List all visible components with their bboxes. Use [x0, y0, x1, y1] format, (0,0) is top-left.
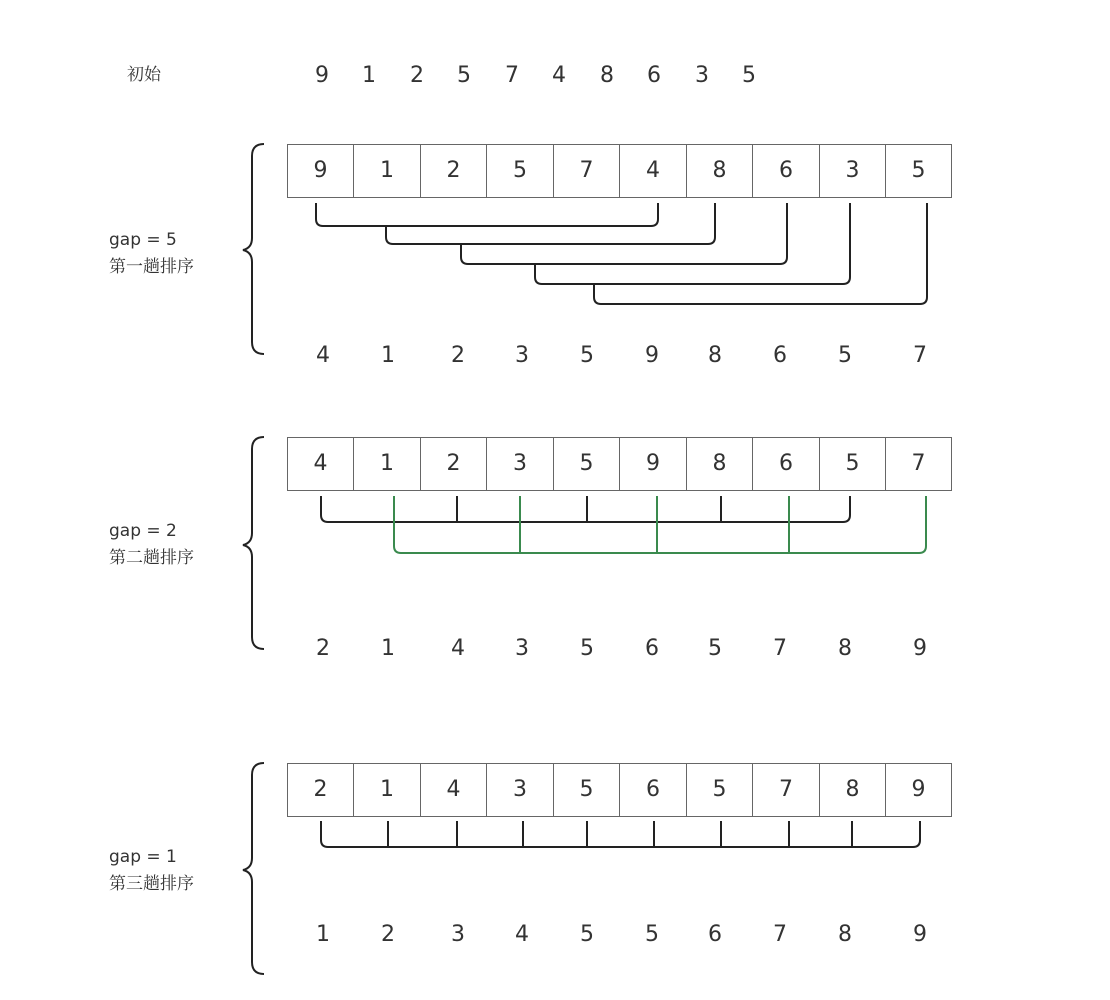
initial-value: 7	[505, 63, 519, 88]
initial-value: 5	[457, 63, 471, 88]
pass2-array-cell: 7	[885, 437, 952, 491]
pass3-result-value: 7	[773, 922, 787, 947]
pass3-title: 第三趟排序	[109, 874, 194, 894]
pass3-result-value: 9	[913, 922, 927, 947]
initial-value: 8	[600, 63, 614, 88]
pass1-array-cell: 8	[686, 144, 753, 198]
pass2-array-cell: 6	[752, 437, 820, 491]
pass1-array-cell: 5	[486, 144, 554, 198]
pass3-array-cell: 3	[486, 763, 554, 817]
left-brace-pass-3	[243, 763, 264, 974]
pass1-connector-pair-4	[594, 203, 927, 304]
pass2-array-cell: 4	[287, 437, 354, 491]
pass3-array-cell: 2	[287, 763, 354, 817]
pass2-array-cell: 2	[420, 437, 487, 491]
pass2-array-cell: 9	[619, 437, 687, 491]
pass3-array-cell: 7	[752, 763, 820, 817]
pass3-gap-label: gap = 1	[109, 847, 177, 867]
pass2-result-value: 6	[645, 636, 659, 661]
pass3-connector	[321, 821, 920, 847]
pass1-result-value: 5	[580, 343, 594, 368]
pass2-array-cell: 3	[486, 437, 554, 491]
pass2-array-cell: 8	[686, 437, 753, 491]
pass2-array-cell: 5	[553, 437, 620, 491]
pass3-array-cell: 5	[686, 763, 753, 817]
pass1-array-cell: 7	[553, 144, 620, 198]
pass1-array-cell: 6	[752, 144, 820, 198]
pass3-result-value: 5	[645, 922, 659, 947]
pass1-result-value: 7	[913, 343, 927, 368]
pass3-array-cell: 4	[420, 763, 487, 817]
pass3-array-cell: 8	[819, 763, 886, 817]
initial-value: 2	[410, 63, 424, 88]
pass3-result-value: 4	[515, 922, 529, 947]
pass1-result-value: 3	[515, 343, 529, 368]
pass2-result-value: 1	[381, 636, 395, 661]
pass3-result-value: 3	[451, 922, 465, 947]
pass3-result-value: 6	[708, 922, 722, 947]
initial-value: 9	[315, 63, 329, 88]
pass1-connector-pair-0	[316, 203, 658, 226]
pass2-array-cell: 5	[819, 437, 886, 491]
pass2-title: 第二趟排序	[109, 548, 194, 568]
initial-value: 6	[647, 63, 661, 88]
pass1-result-value: 1	[381, 343, 395, 368]
pass2-result-value: 8	[838, 636, 852, 661]
pass1-result-value: 4	[316, 343, 330, 368]
pass1-result-value: 9	[645, 343, 659, 368]
pass2-result-value: 5	[708, 636, 722, 661]
pass1-array-cell: 9	[287, 144, 354, 198]
pass1-array-cell: 3	[819, 144, 886, 198]
pass3-array-cell: 6	[619, 763, 687, 817]
pass3-result-value: 5	[580, 922, 594, 947]
pass1-array-cell: 5	[885, 144, 952, 198]
initial-label: 初始	[127, 65, 161, 85]
initial-value: 1	[362, 63, 376, 88]
pass2-connector-even	[321, 496, 850, 522]
left-brace-pass-1	[243, 144, 264, 354]
pass2-result-value: 9	[913, 636, 927, 661]
pass3-array-cell: 5	[553, 763, 620, 817]
initial-value: 5	[742, 63, 756, 88]
pass2-result-value: 5	[580, 636, 594, 661]
pass1-array-cell: 2	[420, 144, 487, 198]
pass2-result-value: 7	[773, 636, 787, 661]
pass1-title: 第一趟排序	[109, 257, 194, 277]
pass1-array-cell: 1	[353, 144, 421, 198]
pass2-array-cell: 1	[353, 437, 421, 491]
initial-value: 3	[695, 63, 709, 88]
pass1-result-value: 2	[451, 343, 465, 368]
pass3-array-cell: 1	[353, 763, 421, 817]
pass3-array-cell: 9	[885, 763, 952, 817]
pass2-result-value: 2	[316, 636, 330, 661]
pass1-result-value: 5	[838, 343, 852, 368]
pass1-connector-pair-1	[386, 203, 715, 244]
pass1-array-cell: 4	[619, 144, 687, 198]
pass1-result-value: 6	[773, 343, 787, 368]
pass2-result-value: 3	[515, 636, 529, 661]
pass1-result-value: 8	[708, 343, 722, 368]
pass3-result-value: 8	[838, 922, 852, 947]
pass2-gap-label: gap = 2	[109, 521, 177, 541]
pass1-connector-pair-2	[461, 203, 787, 264]
pass3-result-value: 2	[381, 922, 395, 947]
pass2-connector-odd	[394, 496, 926, 553]
pass3-result-value: 1	[316, 922, 330, 947]
initial-value: 4	[552, 63, 566, 88]
pass2-result-value: 4	[451, 636, 465, 661]
left-brace-pass-2	[243, 437, 264, 649]
pass1-gap-label: gap = 5	[109, 230, 177, 250]
